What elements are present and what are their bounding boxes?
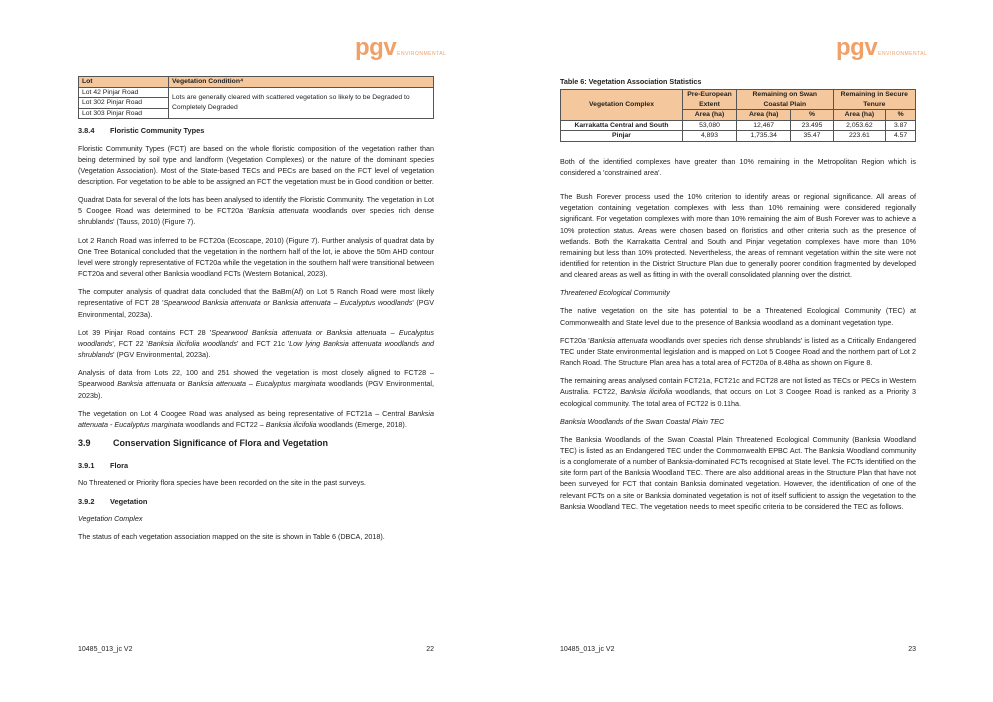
secure-pct: 4.57	[886, 131, 916, 142]
paragraph: FCT20a 'Banksia attenuata woodlands over species rich dense shrublands' is listed as a Critically Endangered TEC under State environmental legislation and is mapped on Lot 5 Coogee Road and the northern part of Lot 2 Ranch Road. The Structure Plan area has a total area of FCT20a of 8.48ha as shown on Figure 8.	[560, 335, 916, 368]
paragraph: The native vegetation on the site has potential to be a Threatened Ecological Community (TEC) at Commonwealth and State level due to the presence of Banksia woodland as a dominant vegetation type.	[560, 306, 916, 327]
table-row	[561, 120, 916, 131]
section-number: 3.8.4	[78, 126, 95, 136]
pre-area: 4,893	[683, 131, 737, 142]
page-footer	[560, 645, 916, 656]
document-ref: 10485_013_jc V2	[78, 646, 133, 653]
pgv-logo	[836, 36, 927, 60]
secure-pct: 3.87	[886, 120, 916, 131]
paragraph: Floristic Community Types (FCT) are based on the whole floristic composition of the vegetation rather than being determined by soil type and landform (Vegetation Complexes) or the nature of the dominant species (Vegetation Association). Most of the State-based TECs and PECs are based on the FCT level of vegetation description. For vegetation to be able to be assigned an FCT the vegetation must be in Good condition or better.	[78, 143, 434, 186]
header-pre-european: Pre-European Extent	[683, 90, 737, 110]
secure-area: 223.61	[833, 131, 886, 142]
paragraph: Quadrat Data for several of the lots has been analysed to identify the Floristic Community. The vegetation in Lot 5 Coogee Road was determined to be FCT20a 'Banksia attenuata woodlands over species rich dense shrublands' (Tauss, 2010) (Figure 7).	[78, 195, 434, 227]
heading-3-9-1	[78, 460, 434, 471]
heading-3-8-4	[78, 125, 434, 136]
heading-3-9	[78, 437, 434, 451]
logo-subtitle: ENVIRONMENTAL	[397, 51, 447, 58]
paragraph: No Threatened or Priority flora species have been recorded on the site in the past surveys.	[78, 478, 366, 488]
lot-header: Lot	[79, 77, 169, 88]
page-22-content	[78, 76, 434, 549]
section-number: 3.9	[78, 437, 91, 448]
page-23	[497, 0, 993, 702]
complex-name: Pinjar	[561, 131, 683, 142]
paragraph: Both of the identified complexes have greater than 10% remaining in the Metropolitan Region which is considered a 'constrained area'.	[560, 156, 916, 177]
section-title: Conservation Significance of Flora and Vegetation	[113, 437, 329, 448]
logo-mark: pgv	[355, 34, 397, 61]
lot-cell: Lot 302 Pinjar Road	[79, 98, 169, 109]
subheading-tec: Threatened Ecological Community	[560, 288, 670, 298]
header-complex: Vegetation Complex	[561, 90, 683, 121]
vegetation-statistics-table	[560, 89, 916, 142]
paragraph: The computer analysis of quadrat data concluded that the BaBm(Af) on Lot 5 Ranch Road were most likely representative of FCT 28 'Spearwood Banksia attenuata or Banksia attenuata – Eucalyptus woodlands' (PGV Environmental, 2023a).	[78, 287, 434, 319]
header-pct: %	[886, 110, 916, 121]
page-22	[0, 0, 496, 702]
lot-cell: Lot 303 Pinjar Road	[79, 108, 169, 119]
table-row	[561, 131, 916, 142]
logo-mark: pgv	[836, 34, 878, 61]
swan-pct: 23.495	[791, 120, 833, 131]
table-title: Table 6: Vegetation Association Statistics	[560, 77, 702, 86]
paragraph: The status of each vegetation association mapped on the site is shown in Table 6 (DBCA, 2018).	[78, 532, 385, 542]
document-ref: 10485_013_jc V2	[560, 646, 615, 653]
lot-condition-table	[78, 76, 434, 119]
pgv-logo	[355, 36, 446, 60]
paragraph: The vegetation on Lot 4 Coogee Road was analysed as being representative of FCT21a – Central Banksia attenuata - Eucalyptus marginata woodlands and FCT22 – Banksia ilicifolia woodlands (Emerge, 2018).	[78, 408, 434, 429]
condition-header: Vegetation Condition⁴	[169, 77, 434, 88]
heading-3-9-2	[78, 496, 434, 507]
page-footer	[78, 645, 434, 656]
secure-area: 2,053.62	[833, 120, 886, 131]
condition-cell: Lots are generally cleared with scattered vegetation so likely to be Degraded to Completely Degraded	[169, 87, 434, 119]
page-23-content	[560, 76, 916, 519]
header-area: Area (ha)	[683, 110, 737, 121]
header-swan: Remaining on Swan Coastal Plain	[737, 90, 834, 110]
swan-pct: 35.47	[791, 131, 833, 142]
subheading-banksia-woodlands: Banksia Woodlands of the Swan Coastal Plain TEC	[560, 416, 725, 426]
header-pct: %	[791, 110, 833, 121]
header-secure: Remaining in Secure Tenure	[833, 90, 915, 110]
section-title: Floristic Community Types	[110, 126, 205, 136]
paragraph: The Bush Forever process used the 10% criterion to identify areas or regional significance. All areas of vegetation containing vegetation complexes with less than 10% remaining were considered regionally significant. For vegetation complexes with more than 10% remaining the aim of Bush Forever was to achieve a 10% protection status. Areas were chosen based on floristics and other criteria such as the presence of wetlands. Both the Karrakatta Central and South and Pinjar vegetation complexes have more than 10% remaining but less than 10% protected. Nevertheless, the areas of remnant vegetation within the site were not identified for retention in the District Structure Plan due to generally poorer condition fragmented by developed and cleared areas as well as fitting in with the overall consolidated planning over the district.	[560, 192, 916, 280]
swan-area: 12,467	[737, 120, 791, 131]
section-number: 3.9.1	[78, 460, 95, 470]
section-title: Vegetation	[110, 496, 148, 506]
header-area: Area (ha)	[833, 110, 886, 121]
section-number: 3.9.2	[78, 496, 95, 506]
page-number: 23	[908, 646, 916, 653]
page-number: 22	[426, 646, 434, 653]
paragraph: Lot 2 Ranch Road was inferred to be FCT20a (Ecoscape, 2010) (Figure 7). Further analysis of quadrat data by One Tree Botanical concluded that the vegetation in the northern half of the lot, ie above the 50m AHD contour level were strongly representative of FCT20a while the vegetation in the southern half were transitional between FCT20a and several other Banksia woodland FCTs (Western Botanical, 2023).	[78, 235, 434, 279]
paragraph: The remaining areas analysed contain FCT21a, FCT21c and FCT28 are not listed as TECs or PECs in Western Australia. FCT22, Banksia ilicifolia woodlands, that occurs on Lot 3 Coogee Road is ranked as a Priority 3 ecological community. The total area of FCT22 is 0.11ha.	[560, 376, 917, 408]
pre-area: 53,080	[683, 120, 737, 131]
header-area: Area (ha)	[737, 110, 791, 121]
paragraph: The Banksia Woodlands of the Swan Coastal Plain Threatened Ecological Community (Banksia Woodland TEC) is listed as an Endangered TEC under the Commonwealth EPBC Act. The Banksia Woodland community is a conglomerate of a number of Banksia-dominated FCTs recognised at State level. The FCTs identified on the site form part of the Banksia Woodland TEC. There are also additional areas in the Structure Plan that have not been surveyed for FCT that contain Banksia dominated vegetation. However, the identification of one of the relevant FCTs on a site or Banksia dominated vegetation is not of itself sufficient to assign the vegetation to the Banksia Woodland TEC. The vegetation needs to meet specific criteria to be considered the TEC as follows.	[560, 434, 916, 511]
paragraph: Analysis of data from Lots 22, 100 and 251 showed the vegetation is most closely aligned to FCT28 – Spearwood Banksia attenuata or Banksia attenuata – Eucalyptus marginata woodlands (PGV Environmental, 2023b).	[78, 368, 435, 400]
subheading-vegetation-complex: Vegetation Complex	[78, 514, 143, 523]
section-title: Flora	[110, 460, 129, 470]
paragraph: Lot 39 Pinjar Road contains FCT 28 'Spearwood Banksia attenuata or Banksia attenuata – Eucalyptus woodlands', FCT 22 'Banksia ilicifolia woodlands' and FCT 21c 'Low lying Banksia attenuata woodlands and shrublands' (PGV Environmental, 2023a).	[78, 327, 434, 360]
complex-name: Karrakatta Central and South	[561, 120, 683, 131]
lot-cell: Lot 42 Pinjar Road	[79, 87, 169, 98]
swan-area: 1,735.34	[737, 131, 791, 142]
logo-subtitle: ENVIRONMENTAL	[878, 51, 928, 58]
